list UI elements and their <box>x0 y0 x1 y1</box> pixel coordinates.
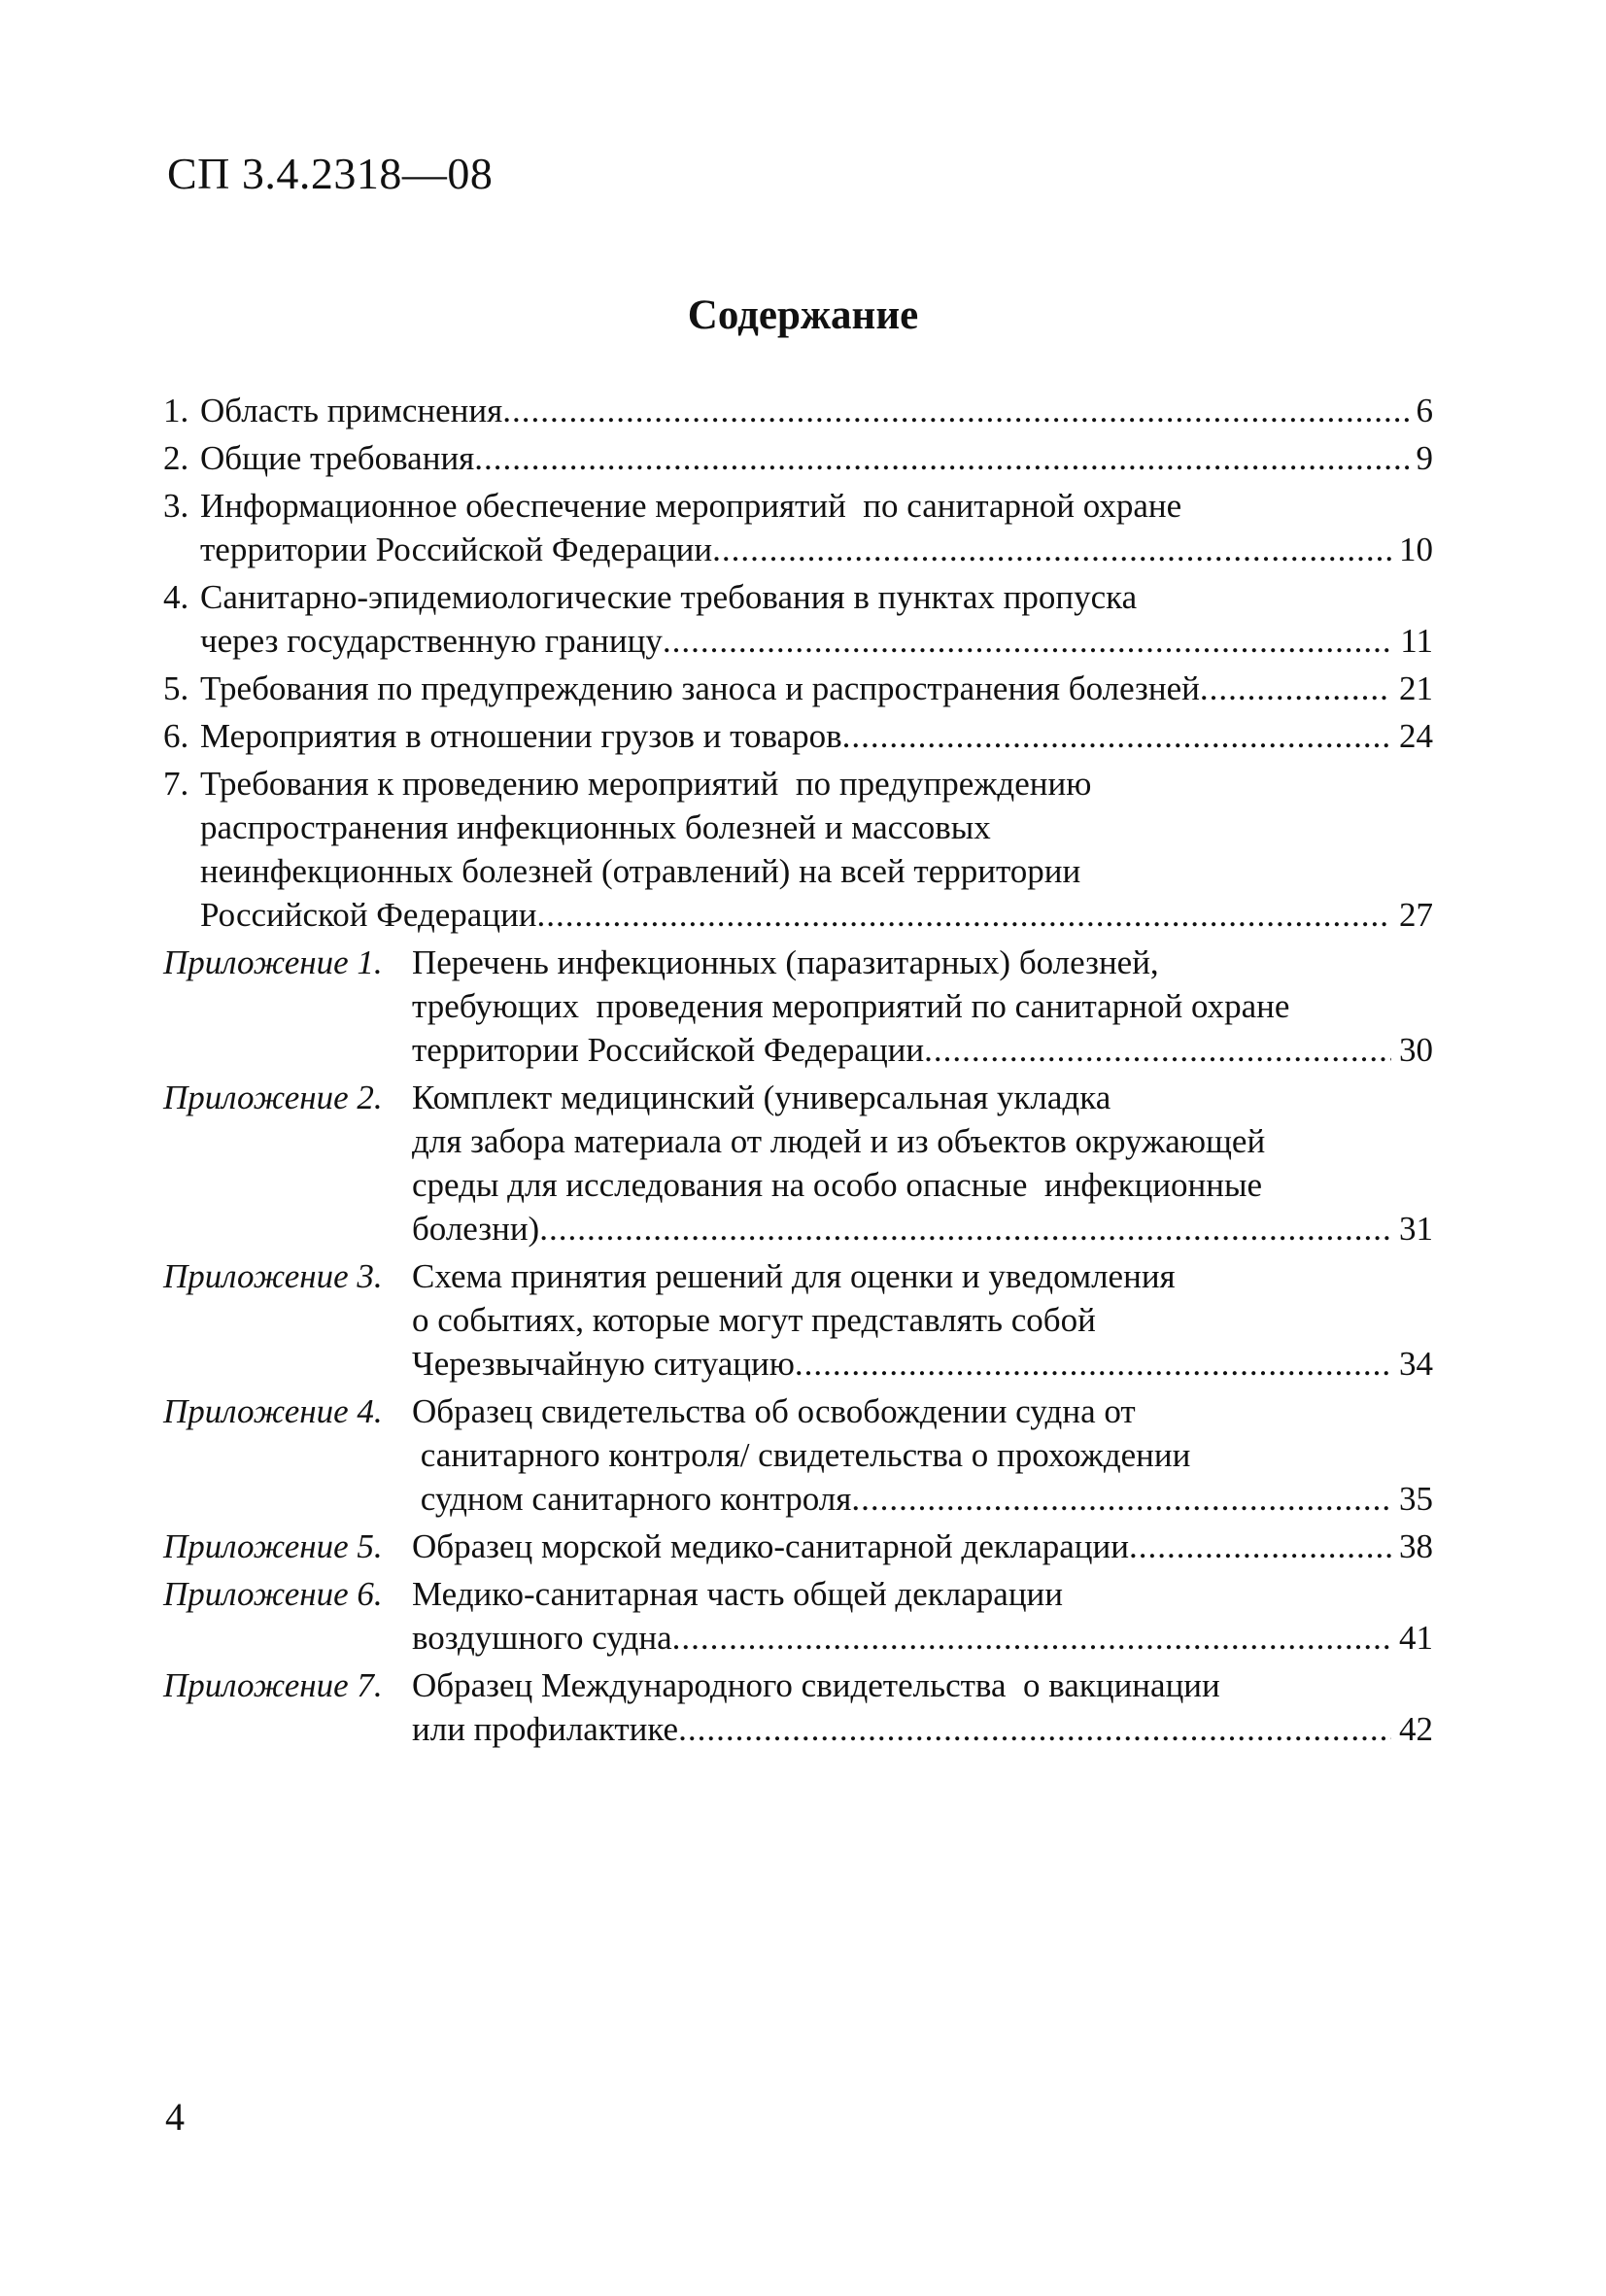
toc-entry-line <box>200 389 1433 432</box>
toc-page-number: 34 <box>1399 1345 1433 1383</box>
toc-entry-text: для забора материала от людей и из объектов окружающей <box>412 1122 1266 1160</box>
toc-entry <box>163 714 1433 758</box>
toc-appendix-label: Приложение 3. <box>163 1257 383 1295</box>
toc-appendix-label: Приложение 5. <box>163 1527 383 1565</box>
toc-entry-line <box>200 849 1433 893</box>
toc-entry <box>163 667 1433 710</box>
toc-entry-body <box>200 762 1433 937</box>
toc-page-number: 9 <box>1416 439 1433 477</box>
toc-entry-line <box>412 1433 1433 1477</box>
toc-entry-number: 6. <box>163 717 189 755</box>
toc-entry-text: санитарного контроля/ свидетельства о прохождении <box>412 1436 1191 1474</box>
toc-appendix-entry <box>163 1572 1433 1660</box>
toc-leader-dots <box>537 893 1391 937</box>
toc-entry-text: воздушного судна <box>412 1619 672 1657</box>
toc-entry-line <box>412 1254 1433 1298</box>
toc-entry-number: 2. <box>163 439 189 477</box>
toc-leader-dots <box>924 1028 1391 1072</box>
toc-entry-text: Информационное обеспечение мероприятий по санитарной охране <box>200 487 1182 525</box>
toc-leader-dots <box>474 436 1408 480</box>
toc-entry <box>163 484 1433 571</box>
toc-page-number: 27 <box>1399 896 1433 934</box>
toc-entry-line <box>412 1076 1433 1119</box>
toc-entry-text: болезни) <box>412 1210 540 1248</box>
toc-entry-body <box>200 575 1433 663</box>
toc-entry-text: или профилактике <box>412 1710 679 1748</box>
toc-entry-number: 1. <box>163 392 189 429</box>
toc-appendix-label: Приложение 4. <box>163 1392 383 1430</box>
toc-entry-text: Образец Международного свидетельства о вакцинации <box>412 1666 1220 1704</box>
toc-entry-line <box>412 1028 1433 1072</box>
toc-entry-number: 3. <box>163 487 189 525</box>
toc-entry-line <box>200 714 1433 758</box>
toc-leader-dots <box>502 389 1408 432</box>
toc-entry-text: Черезвычайную ситуацию <box>412 1345 795 1383</box>
toc-page-number: 31 <box>1399 1210 1433 1248</box>
toc-entry <box>163 575 1433 663</box>
toc-entry-text: Общие требования <box>200 439 475 477</box>
document-code: СП 3.4.2318—08 <box>167 149 494 198</box>
toc-appendix-label: Приложение 6. <box>163 1575 383 1613</box>
toc-leader-dots <box>712 528 1391 571</box>
toc-entry-line <box>412 984 1433 1028</box>
toc-appendix-entry <box>163 941 1433 1072</box>
toc-entry-line <box>200 619 1433 663</box>
toc-title: Содержание <box>687 292 919 338</box>
toc-leader-dots <box>1129 1525 1391 1568</box>
toc-entry-line <box>200 484 1433 528</box>
toc-entry-text: Требования к проведению мероприятий по предупреждению <box>200 765 1092 803</box>
toc-entry-text: территории Российской Федерации <box>412 1031 925 1069</box>
toc-entry-body <box>412 1525 1433 1568</box>
toc-entry-text: Требования по предупреждению заноса и распространения болезней <box>200 669 1200 707</box>
toc-entry-line <box>412 1525 1433 1568</box>
toc-entry-line <box>200 762 1433 805</box>
toc-entry-text: о событиях, которые могут представлять собой <box>412 1301 1096 1339</box>
toc-entry-body <box>200 667 1433 710</box>
toc-entry-number: 7. <box>163 765 189 803</box>
toc-entry-text: распространения инфекционных болезней и массовых <box>200 808 991 846</box>
toc-page-number: 41 <box>1399 1619 1433 1657</box>
toc-entry-line <box>412 1389 1433 1433</box>
toc-entry-body <box>200 714 1433 758</box>
toc-entry-line <box>412 1119 1433 1163</box>
toc-page-number: 10 <box>1399 531 1433 568</box>
toc-page-number: 11 <box>1400 622 1433 660</box>
toc-entry-text: Российской Федерации <box>200 896 537 934</box>
toc-entry-body <box>412 1663 1433 1751</box>
toc-entry-line <box>412 1663 1433 1707</box>
toc-leader-dots <box>851 1477 1391 1521</box>
toc-page-number: 24 <box>1399 717 1433 755</box>
toc-entry-text: Область примснения <box>200 392 503 429</box>
toc-entry-body <box>200 389 1433 432</box>
toc-entry-line <box>412 1616 1433 1660</box>
toc-appendix-entry <box>163 1389 1433 1521</box>
toc-appendix-entry <box>163 1254 1433 1386</box>
toc-entry <box>163 389 1433 432</box>
toc-entry-line <box>200 893 1433 937</box>
toc-entry-text: Схема принятия решений для оценки и уведомления <box>412 1257 1176 1295</box>
toc-entry-text: неинфекционных болезней (отравлений) на всей территории <box>200 852 1081 890</box>
toc-entry-body <box>200 436 1433 480</box>
toc-entry-body <box>412 1389 1433 1521</box>
toc-entry-text: через государственную границу <box>200 622 663 660</box>
toc-entry-text: судном санитарного контроля <box>412 1480 852 1518</box>
toc-leader-dots <box>672 1616 1391 1660</box>
toc-appendix-label: Приложение 1. <box>163 943 383 981</box>
toc-entry-line <box>412 1572 1433 1616</box>
toc-appendix-label: Приложение 2. <box>163 1079 383 1116</box>
toc-entry-text: Образец морской медико-санитарной декларации <box>412 1527 1129 1565</box>
toc-entry-text: Перечень инфекционных (паразитарных) болезней, <box>412 943 1159 981</box>
toc-entry-body <box>412 941 1433 1072</box>
toc-appendix-entry <box>163 1076 1433 1251</box>
toc-page-number: 35 <box>1399 1480 1433 1518</box>
toc-entry-text: среды для исследования на особо опасные инфекционные <box>412 1166 1263 1204</box>
toc-entry-text: Санитарно-эпидемиологические требования в пунктах пропуска <box>200 578 1138 616</box>
toc-appendix-entry <box>163 1663 1433 1751</box>
table-of-contents <box>163 389 1433 1751</box>
toc-entry-number: 5. <box>163 669 189 707</box>
toc-entry-line <box>200 667 1433 710</box>
toc-entry-line <box>200 528 1433 571</box>
toc-entry-line <box>412 1707 1433 1751</box>
toc-entry <box>163 436 1433 480</box>
toc-entry-line <box>412 1342 1433 1386</box>
toc-entry-line <box>200 805 1433 849</box>
toc-page-number: 30 <box>1399 1031 1433 1069</box>
toc-leader-dots <box>795 1342 1391 1386</box>
toc-entry-body <box>200 484 1433 571</box>
toc-entry-text: требующих проведения мероприятий по санитарной охране <box>412 987 1290 1025</box>
toc-appendix-entry <box>163 1525 1433 1568</box>
toc-leader-dots <box>1200 667 1391 710</box>
toc-page-number: 6 <box>1416 392 1433 429</box>
toc-entry-line <box>412 1477 1433 1521</box>
toc-entry-line <box>412 1207 1433 1251</box>
toc-entry-number: 4. <box>163 578 189 616</box>
toc-entry-body <box>412 1572 1433 1660</box>
toc-page-number: 38 <box>1399 1527 1433 1565</box>
toc-appendix-label: Приложение 7. <box>163 1666 383 1704</box>
toc-entry-line <box>412 941 1433 984</box>
toc-entry-body <box>412 1076 1433 1251</box>
toc-entry-line <box>200 575 1433 619</box>
toc-leader-dots <box>842 714 1391 758</box>
toc-entry-line <box>412 1163 1433 1207</box>
toc-entry-text: Мероприятия в отношении грузов и товаров <box>200 717 842 755</box>
toc-entry-line <box>412 1298 1433 1342</box>
toc-page-number: 21 <box>1399 669 1433 707</box>
toc-entry-text: Медико-санитарная часть общей декларации <box>412 1575 1064 1613</box>
toc-leader-dots <box>539 1207 1391 1251</box>
page-number: 4 <box>165 2095 185 2139</box>
toc-leader-dots <box>663 619 1392 663</box>
toc-entry-body <box>412 1254 1433 1386</box>
toc-entry-line <box>200 436 1433 480</box>
toc-leader-dots <box>678 1707 1391 1751</box>
toc-entry-text: территории Российской Федерации <box>200 531 713 568</box>
toc-entry-text: Образец свидетельства об освобождении судна от <box>412 1392 1136 1430</box>
toc-entry-text: Комплект медицинский (универсальная укладка <box>412 1079 1111 1116</box>
toc-page-number: 42 <box>1399 1710 1433 1748</box>
toc-entry <box>163 762 1433 937</box>
